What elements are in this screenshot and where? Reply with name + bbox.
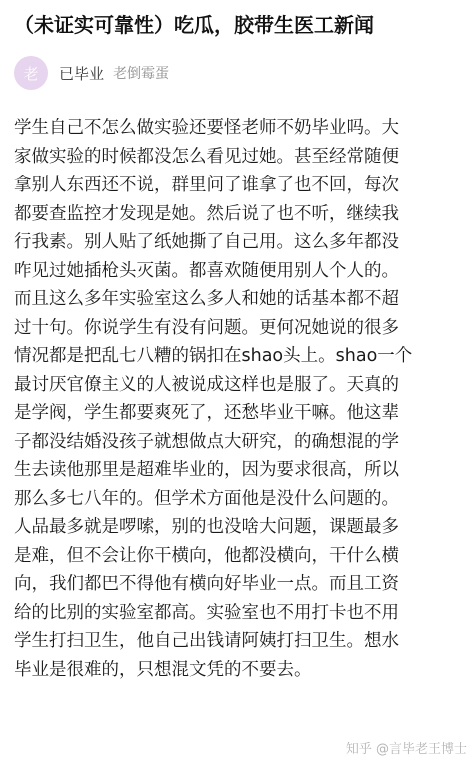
content-line: 都要查监控才发现是她。然后说了也不听，继续我 [14, 203, 399, 224]
content-line: 行我素。别人贴了纸她撕了自己用。这么多年都没 [14, 232, 399, 252]
content-line: 人品最多就是啰嗦，别的也没啥大问题，课题最多 [14, 517, 399, 537]
avatar[interactable]: 老 [14, 56, 48, 90]
content-line: 而且这么多年实验室这么多人和她的话基本都不超 [14, 289, 399, 309]
content-line: 家做实验的时候都没怎么看见过她。甚至经常随便 [14, 146, 399, 167]
content-line: 咋见过她插枪头灭菌。都喜欢随便用别人个人的。 [14, 260, 399, 281]
content-line: 给的比别的实验室都高。实验室也不用打卡也不用 [14, 602, 399, 623]
answer-content [14, 114, 466, 684]
content-line: 是学阀，学生都要爽死了，还愁毕业干嘛。他这辈 [14, 403, 399, 423]
post-title: （未证实可靠性）吃瓜，胶带生医工新闻 [14, 13, 374, 37]
author-row [14, 56, 169, 90]
content-line: 过十句。你说学生有没有问题。更何况她说的很多 [14, 317, 399, 338]
content-line: 是难，但不会让你干横向，他都没横向，干什么横 [14, 545, 399, 566]
content-line: 向，我们都巴不得他有横向好毕业一点。而且工资 [14, 574, 399, 594]
author-bio: 老倒霉蛋 [113, 66, 170, 82]
content-line: 情况都是把乱七八糟的锅扣在shao头上。shao一个 [14, 346, 413, 366]
content-line: 学生自己不怎么做实验还要怪老师不奶毕业吗。大 [14, 118, 399, 138]
author-name[interactable]: 已毕业 [59, 64, 105, 83]
content-line: 子都没结婚没孩子就想做点大研究，的确想混的学 [14, 431, 399, 452]
zhihu-watermark: 知乎 @言毕老王博士 [345, 742, 467, 757]
content-line: 那么多七八年的。但学术方面他是没什么问题的。 [14, 488, 399, 509]
content-line: 拿别人东西还不说，群里问了谁拿了也不回，每次 [14, 175, 399, 195]
content-line: 最讨厌官僚主义的人被说成这样也是服了。天真的 [14, 374, 399, 395]
content-line: 学生打扫卫生，他自己出钱请阿姨打扫卫生。想水 [14, 631, 399, 651]
content-line: 生去读他那里是超难毕业的，因为要求很高，所以 [14, 460, 399, 480]
content-line: 毕业是很难的，只想混文凭的不要去。 [14, 659, 312, 680]
